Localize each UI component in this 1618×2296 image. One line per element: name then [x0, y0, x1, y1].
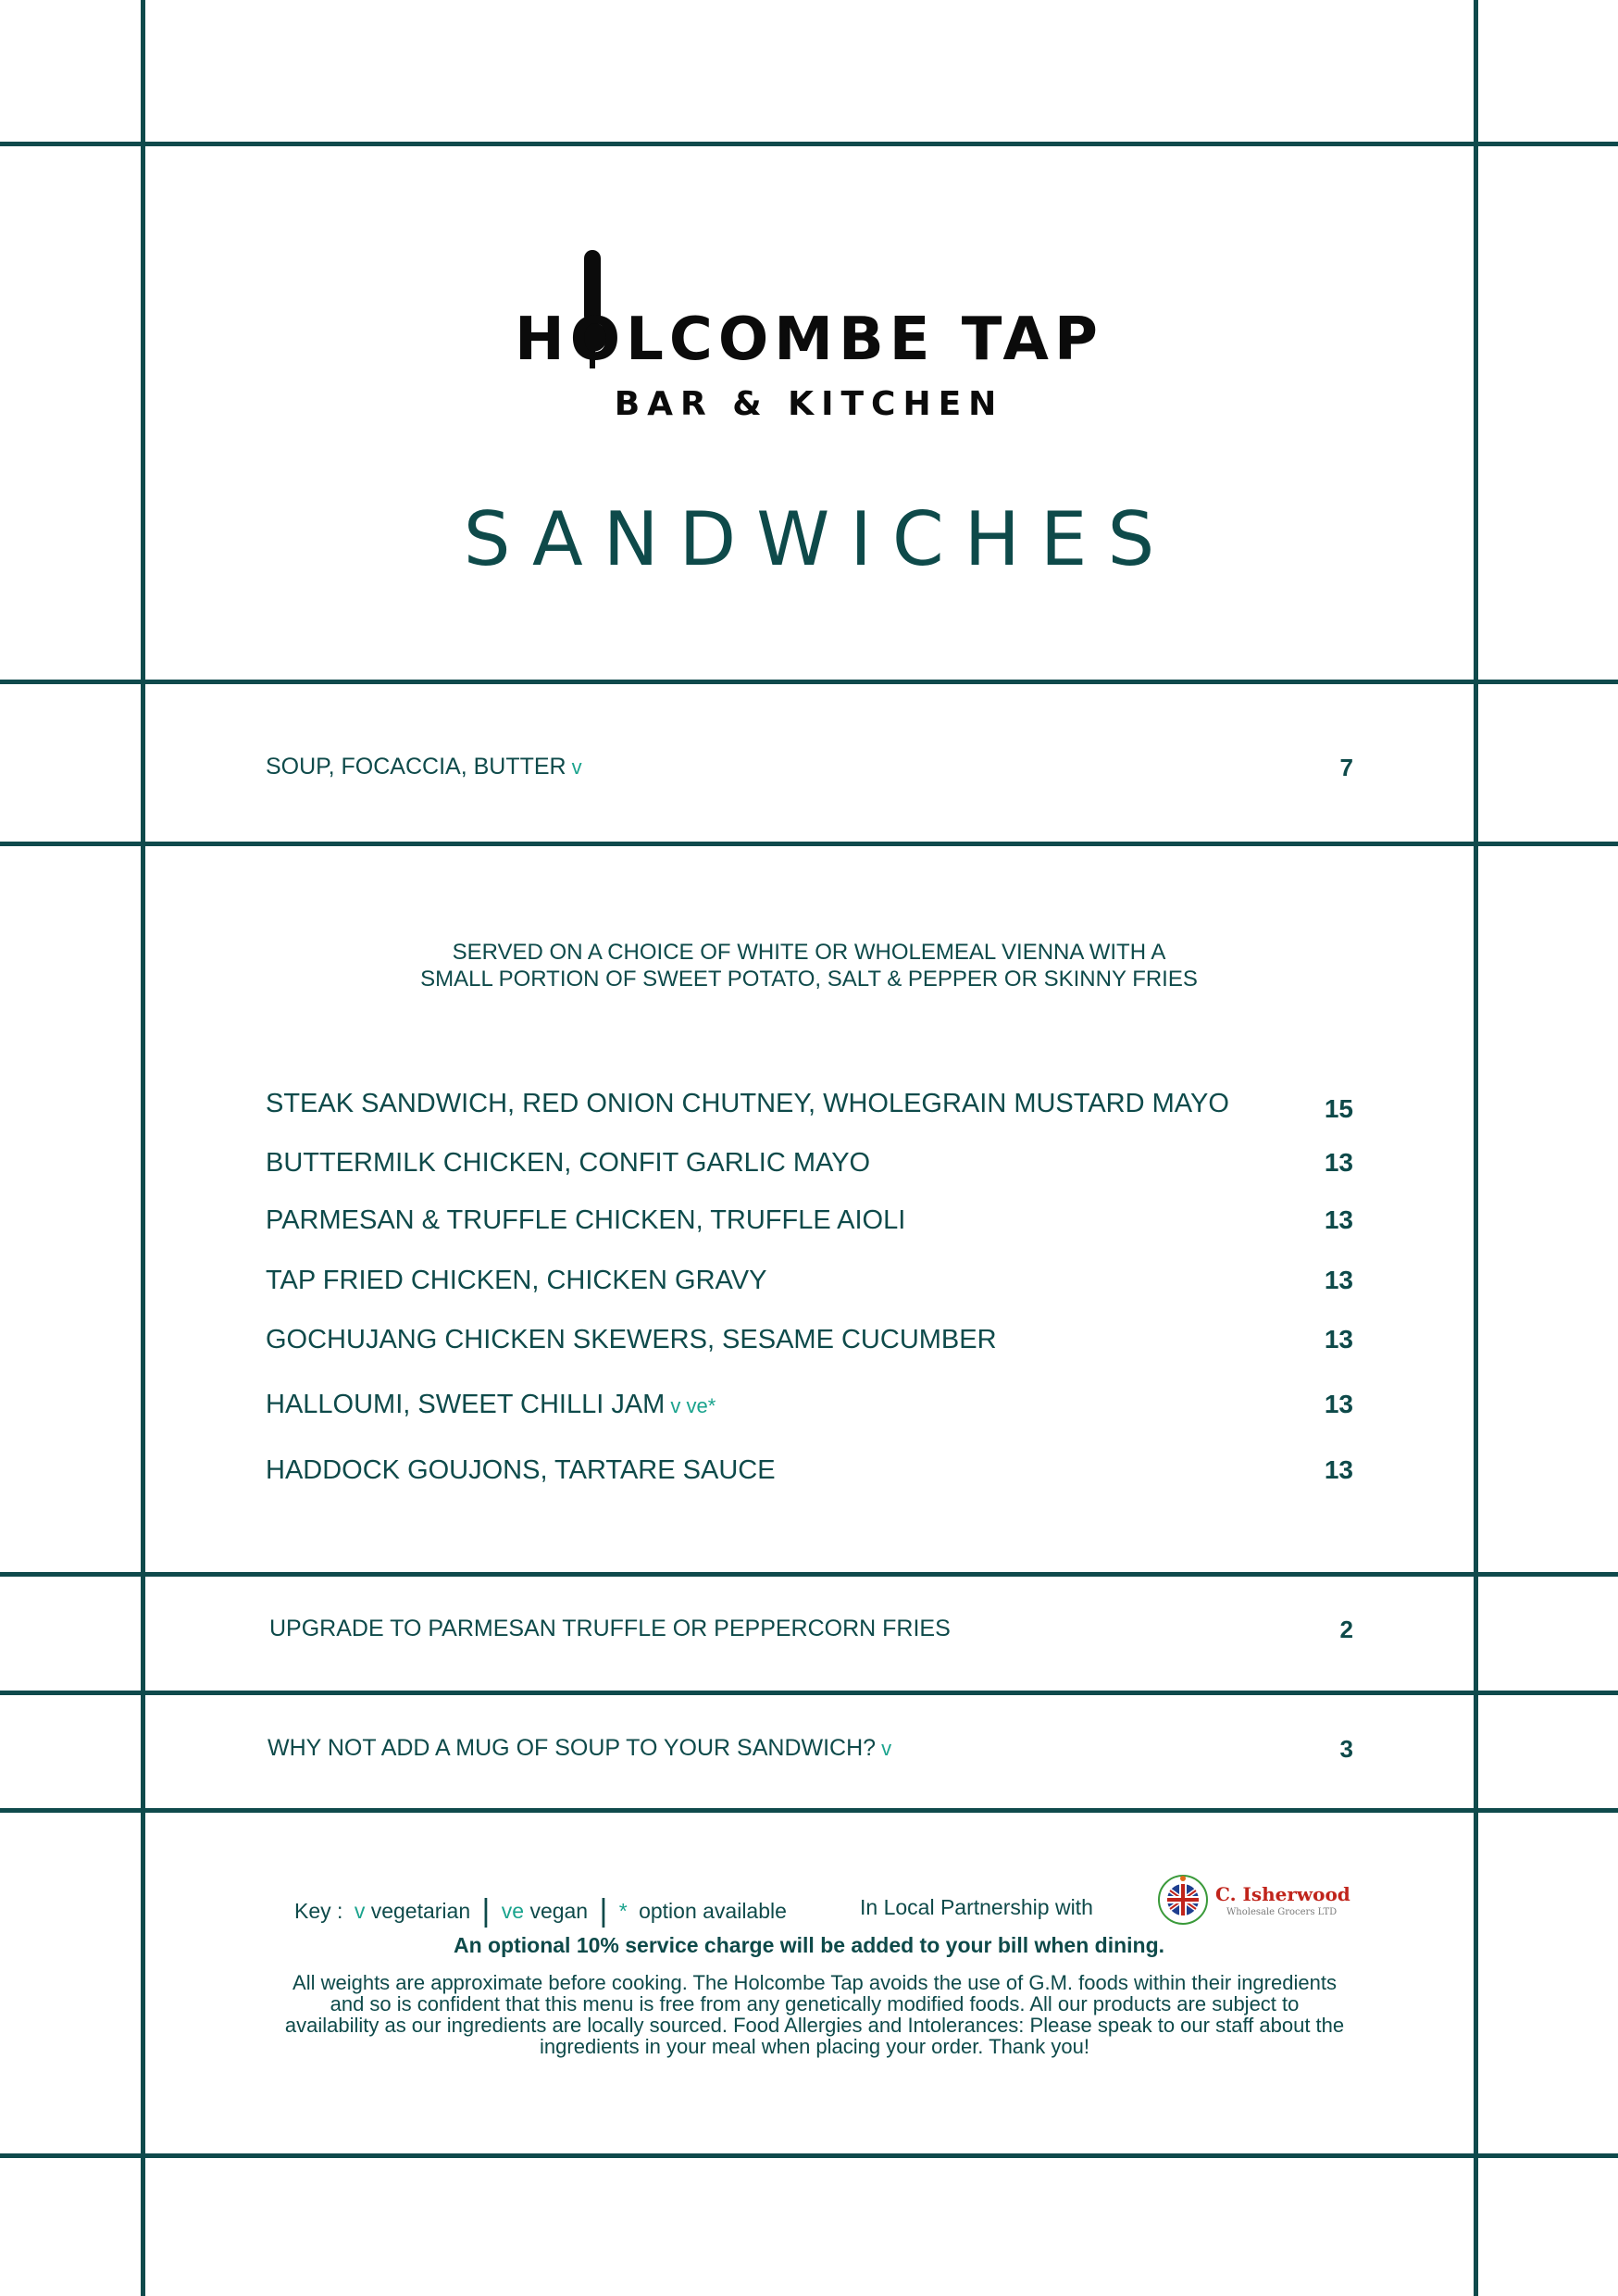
partner-name: C. Isherwood [1215, 1883, 1350, 1905]
menu-item [266, 1266, 1353, 1303]
menu-item-price: 13 [1324, 1205, 1353, 1234]
menu-item [266, 1148, 1353, 1185]
menu-item-name: HADDOCK GOUJONS, TARTARE SAUCE [266, 1455, 776, 1485]
menu-item [266, 1455, 1353, 1492]
menu-item-soup-addon [268, 1735, 1353, 1772]
menu-item [266, 1205, 1353, 1242]
menu-item-price: 15 [1324, 1094, 1353, 1123]
menu-item [266, 1325, 1353, 1362]
menu-item-price: 3 [1339, 1735, 1353, 1763]
disclaimer: All weights are approximate before cooking. The Holcombe Tap avoids the use of G.M. foods within their ingredients and so is confident that this menu is free from any genetically modified foods. All our products are subject to availability as our ingredients are locally sourced. Food Allergies and Intolerances: Please speak to our staff about the ingredients in your meal when placing your order. Thank you! [284, 1971, 1345, 2058]
divider [0, 1691, 1618, 1695]
served-note: SERVED ON A CHOICE OF WHITE OR WHOLEMEAL VIENNA WITH A SMALL PORTION OF SWEET POTATO, SALT & PEPPER OR SKINNY FRIES [420, 940, 1198, 992]
divider [0, 2153, 1618, 2158]
divider [0, 680, 1618, 684]
partnership-text: In Local Partnership with [860, 1895, 1093, 1919]
menu-item-upgrade-fries [269, 1616, 1353, 1653]
menu-item-name: PARMESAN & TRUFFLE CHICKEN, TRUFFLE AIOLI [266, 1205, 906, 1235]
logo-subtitle: BAR & KITCHEN [614, 385, 1004, 423]
menu-item-name: BUTTERMILK CHICKEN, CONFIT GARLIC MAYO [266, 1148, 871, 1178]
diet-marker: v [881, 1737, 892, 1760]
page-title: SANDWICHES [463, 496, 1176, 582]
divider [0, 1572, 1618, 1577]
menu-item-price: 7 [1339, 754, 1353, 781]
diet-marker: v [571, 755, 582, 779]
menu-item-name: SOUP, FOCACCIA, BUTTER v [266, 754, 582, 780]
diet-marker: v ve* [670, 1394, 716, 1417]
menu-item-name: TAP FRIED CHICKEN, CHICKEN GRAVY [266, 1266, 767, 1295]
menu-item-price: 13 [1324, 1148, 1353, 1177]
divider [0, 1808, 1618, 1813]
menu-item-name: UPGRADE TO PARMESAN TRUFFLE OR PEPPERCORN FRIES [269, 1616, 951, 1641]
menu-item-price: 13 [1324, 1325, 1353, 1354]
dietary-key: Key : v vegetarian | ve vegan | * option available [294, 1893, 787, 1928]
divider [0, 142, 1618, 146]
menu-item-name: GOCHUJANG CHICKEN SKEWERS, SESAME CUCUMBER [266, 1325, 997, 1354]
menu-item-price: 2 [1339, 1616, 1353, 1643]
logo-title: HOLCOMBE TAP [515, 306, 1103, 374]
menu-item-soup-focaccia [266, 754, 1353, 791]
menu-item [266, 1089, 1353, 1126]
partner-logo [1155, 1872, 1350, 1928]
brand-logo [0, 248, 1618, 433]
divider [0, 842, 1618, 846]
union-flag-icon [1157, 1874, 1209, 1926]
menu-item-price: 13 [1324, 1266, 1353, 1294]
service-charge-note: An optional 10% service charge will be added to your bill when dining. [453, 1933, 1165, 1957]
menu-item-name: HALLOUMI, SWEET CHILLI JAM v ve* [266, 1390, 716, 1419]
menu-item-name: STEAK SANDWICH, RED ONION CHUTNEY, WHOLEGRAIN MUSTARD MAYO [266, 1089, 1229, 1118]
menu-item-price: 13 [1324, 1390, 1353, 1418]
menu-item [266, 1390, 1353, 1427]
partner-subtitle: Wholesale Grocers LTD [1226, 1907, 1338, 1917]
menu-item-price: 13 [1324, 1455, 1353, 1484]
menu-item-name: WHY NOT ADD A MUG OF SOUP TO YOUR SANDWICH? v [268, 1735, 892, 1761]
